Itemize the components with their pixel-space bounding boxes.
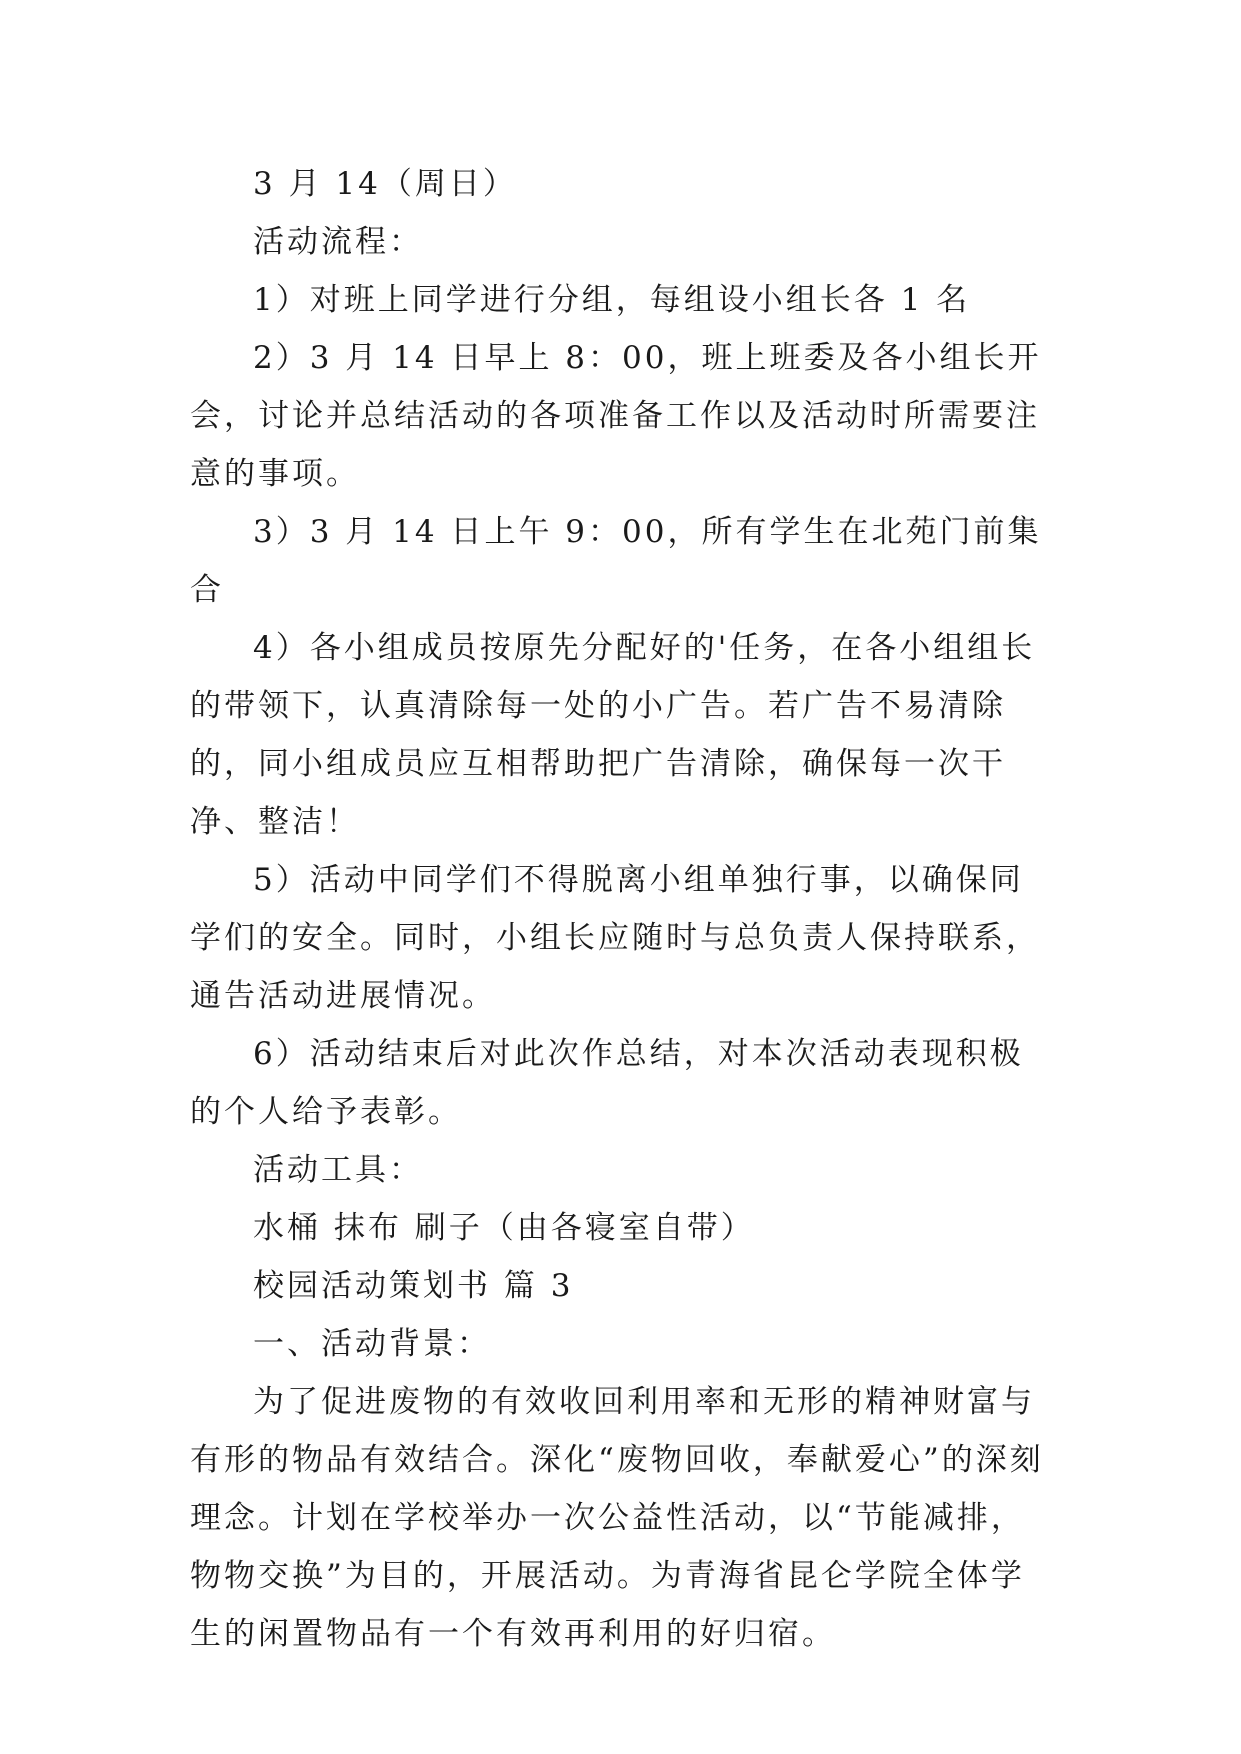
- background-paragraph: 为了促进废物的有效收回利用率和无形的精神财富与有形的物品有效结合。深化“废物回收，奉献爱心”的深刻理念。计划在学校举办一次公益性活动，以“节能减排，物物交换”为目的，开展活动。为青海省昆仑学院全体学生的闲置物品有一个有效再利用的好归宿。: [190, 1384, 1044, 1652]
- process-step-1: 1）对班上同学进行分组，每组设小组长各 1 名: [253, 282, 971, 318]
- section-heading-background: 一、活动背景：: [253, 1326, 491, 1362]
- tools-list: 水桶 抹布 刷子（由各寝室自带）: [253, 1210, 755, 1246]
- process-step-4: 4）各小组成员按原先分配好的'任务，在各小组组长的带领下，认真清除每一处的小广告。若广告不易清除的，同小组成员应互相帮助把广告清除，确保每一次干净、整洁！: [190, 630, 1036, 840]
- section-heading-process: 活动流程：: [253, 224, 423, 260]
- chapter-title: 校园活动策划书 篇 3: [253, 1268, 574, 1304]
- process-step-2: 2）3 月 14 日早上 8：00，班上班委及各小组长开会，讨论并总结活动的各项准备工作以及活动时所需要注意的事项。: [190, 340, 1042, 492]
- document-body: [190, 155, 1050, 1663]
- date-line: 3 月 14（周日）: [253, 166, 517, 202]
- process-step-6: 6）活动结束后对此次作总结，对本次活动表现积极的个人给予表彰。: [190, 1036, 1024, 1130]
- section-heading-tools: 活动工具：: [253, 1152, 423, 1188]
- process-step-5: 5）活动中同学们不得脱离小组单独行事，以确保同学们的安全。同时，小组长应随时与总负责人保持联系，通告活动进展情况。: [190, 862, 1040, 1014]
- process-step-3: 3）3 月 14 日上午 9：00，所有学生在北苑门前集合: [190, 514, 1042, 608]
